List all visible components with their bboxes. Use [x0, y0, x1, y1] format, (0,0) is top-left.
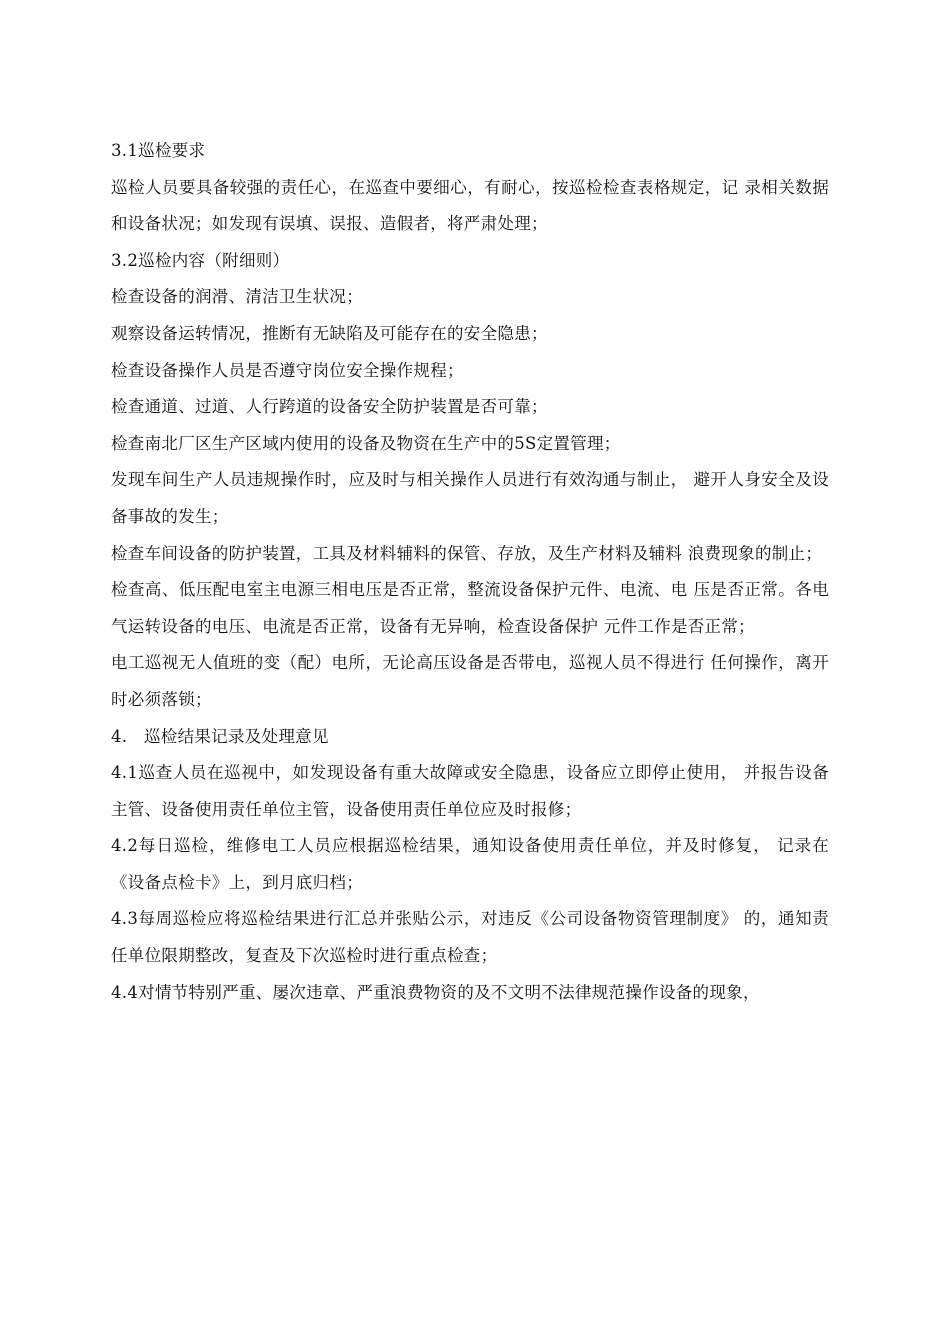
- paragraph: 检查高、低压配电室主电源三相电压是否正常，整流设备保护元件、电流、电 压是否正常。各电气运转设备的电压、电流是否正常，设备有无异响，检查设备保护 元件工作是否正常；: [111, 580, 829, 636]
- paragraph: 发现车间生产人员违规操作时，应及时与相关操作人员进行有效沟通与制止， 避开人身安全及设备事故的发生；: [111, 470, 829, 526]
- document-body: [111, 133, 829, 1011]
- paragraph: 4.1巡查人员在巡视中，如发现设备有重大故障或安全隐患，设备应立即停止使用， 并报告设备主管、设备使用责任单位主管，设备使用责任单位应及时报修；: [111, 763, 829, 819]
- paragraph: 检查通道、过道、人行跨道的设备安全防护装置是否可靠；: [111, 397, 548, 417]
- paragraph: 检查设备的润滑、清洁卫生状况；: [111, 287, 363, 307]
- paragraph: 4.4对情节特别严重、屡次违章、严重浪费物资的及不文明不法律规范操作设备的现象，: [111, 982, 760, 1002]
- paragraph: 4.3每周巡检应将巡检结果进行汇总并张贴公示，对违反《公司设备物资管理制度》 的，通知责任单位限期整改，复查及下次巡检时进行重点检查；: [111, 909, 829, 966]
- section-heading: 4. 巡检结果记录及处理意见: [111, 726, 329, 746]
- paragraph: 观察设备运转情况，推断有无缺陷及可能存在的安全隐患；: [111, 323, 548, 343]
- section-heading: 3.1巡检要求: [111, 141, 206, 160]
- paragraph: 电工巡视无人值班的变（配）电所，无论高压设备是否带电，巡视人员不得进行 任何操作，离开时必须落锁；: [111, 653, 829, 709]
- section-heading: 3.2巡检内容（附细则）: [111, 250, 290, 270]
- paragraph: 巡检人员要具备较强的责任心，在巡查中要细心，有耐心，按巡检检查表格规定，记 录相关数据和设备状况；如发现有误填、误报、造假者，将严肃处理；: [111, 177, 829, 234]
- paragraph: 4.2每日巡检，维修电工人员应根据巡检结果，通知设备使用责任单位，并及时修复， 记录在《设备点检卡》上，到月底归档；: [111, 836, 829, 892]
- paragraph: 检查南北厂区生产区域内使用的设备及物资在生产中的5S定置管理；: [111, 433, 621, 453]
- paragraph: 检查车间设备的防护装置，工具及材料辅料的保管、存放，及生产材料及辅料 浪费现象的制止；: [111, 543, 823, 563]
- paragraph: 检查设备操作人员是否遵守岗位安全操作规程；: [111, 360, 464, 380]
